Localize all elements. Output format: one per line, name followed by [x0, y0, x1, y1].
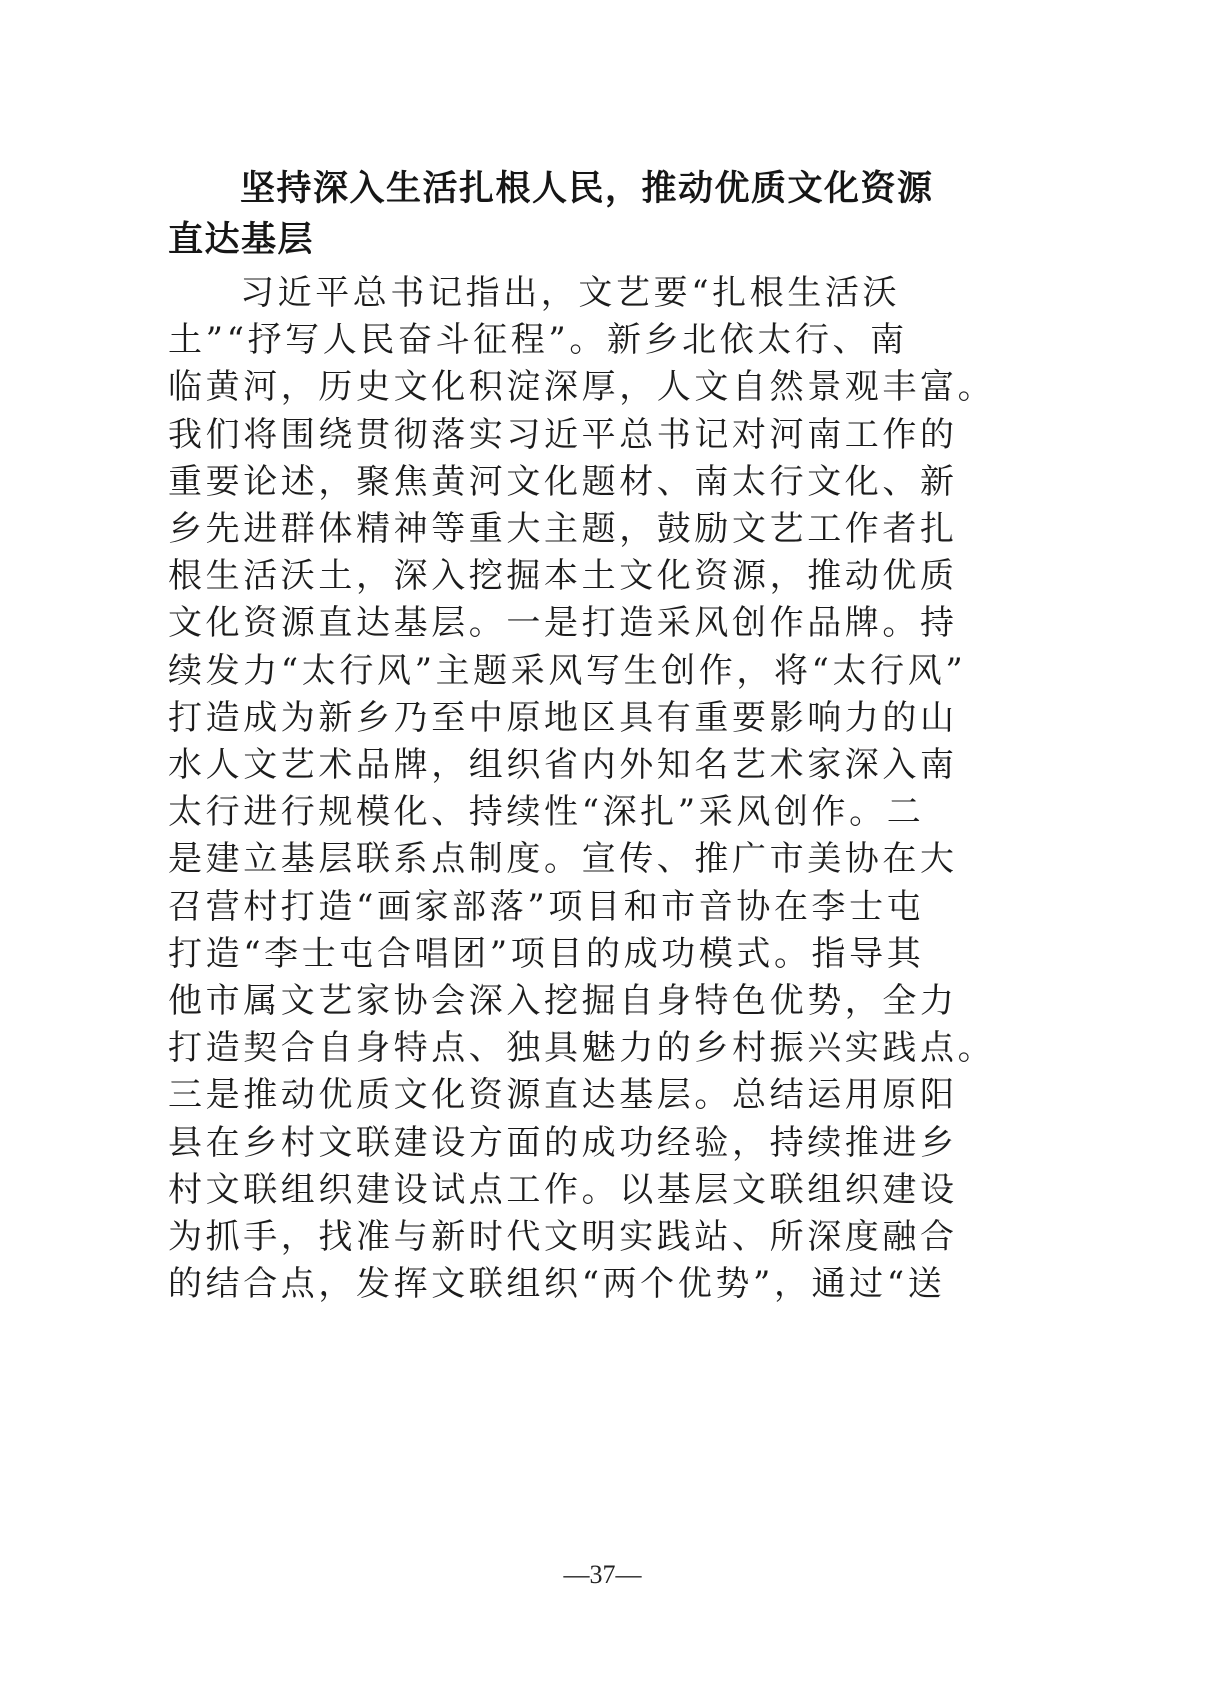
- body-line: 三是推动优质文化资源直达基层。总结运用原阳: [168, 1075, 958, 1116]
- body-line: 水人文艺术品牌，组织省内外知名艺术家深入南: [168, 745, 958, 786]
- body-paragraph: [168, 270, 996, 1308]
- body-line: 重要论述，聚焦黄河文化题材、南太行文化、新: [168, 461, 958, 502]
- page-number: —37—: [563, 1560, 642, 1589]
- body-line: 他市属文艺家协会深入挖掘自身特色优势，全力: [168, 981, 958, 1022]
- heading-line: 坚持深入生活扎根人民，推动优质文化资源: [240, 169, 934, 209]
- body-line: 根生活沃土，深入挖掘本土文化资源，推动优质: [168, 556, 958, 597]
- body-line: 我们将围绕贯彻落实习近平总书记对河南工作的: [168, 414, 958, 455]
- body-line: 为抓手，找准与新时代文明实践站、所深度融合: [168, 1217, 958, 1258]
- body-line: 乡先进群体精神等重大主题，鼓励文艺工作者扎: [168, 509, 958, 550]
- body-line: 县在乡村文联建设方面的成功经验，持续推进乡: [168, 1122, 958, 1163]
- body-line: 打造“李士屯合唱团”项目的成功模式。指导其: [168, 933, 925, 974]
- body-line: 召营村打造“画家部落”项目和市音协在李士屯: [168, 886, 925, 927]
- body-line: 是建立基层联系点制度。宣传、推广市美协在大: [168, 839, 958, 880]
- body-line: 打造契合自身特点、独具魅力的乡村振兴实践点。: [168, 1028, 996, 1069]
- body-line: 文化资源直达基层。一是打造采风创作品牌。持: [168, 603, 958, 644]
- body-line: 村文联组织建设试点工作。以基层文联组织建设: [168, 1169, 958, 1210]
- heading-line: 直达基层: [168, 220, 315, 260]
- body-line: 续发力“太行风”主题采风写生创作，将“太行风”: [168, 650, 967, 691]
- section-heading: [168, 164, 948, 266]
- body-line: 临黄河，历史文化积淀深厚，人文自然景观丰富。: [168, 367, 996, 408]
- body-line: 土”“抒写人民奋斗征程”。新乡北依太行、南: [168, 320, 908, 361]
- body-line: 打造成为新乡乃至中原地区具有重要影响力的山: [168, 697, 958, 738]
- body-line: 的结合点，发挥文联组织“两个优势”，通过“送: [168, 1264, 946, 1305]
- body-line: 太行进行规模化、持续性“深扎”采风创作。二: [168, 792, 925, 833]
- body-line: 习近平总书记指出，文艺要“扎根生活沃: [240, 273, 901, 313]
